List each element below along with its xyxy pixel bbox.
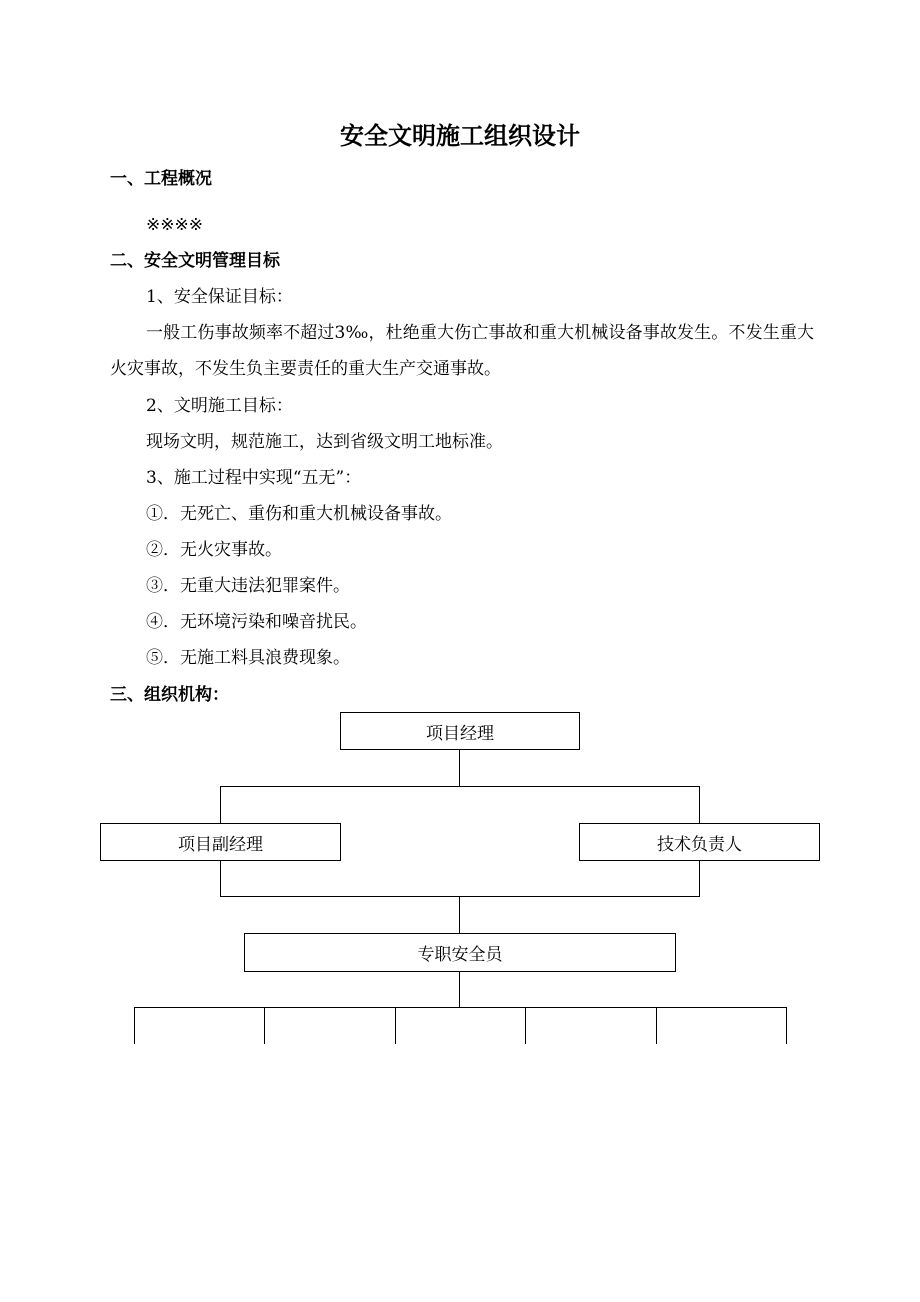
- section-heading-overview: 一、工程概况: [110, 169, 212, 189]
- connector-line: [459, 748, 460, 786]
- safety-goal-text: 一般工伤事故频率不超过3‰，杜绝重大伤亡事故和重大机械设备事故发生。不发生重大火灾事故，不发生负主要责任的重大生产交通事故。: [110, 323, 814, 379]
- overview-content: ※※※※: [146, 215, 203, 235]
- connector-line: [656, 1007, 657, 1044]
- five-no-item: ②．无火灾事故。: [146, 540, 282, 560]
- five-no-item: ①．无死亡、重伤和重大机械设备事故。: [146, 504, 452, 524]
- connector-line: [459, 896, 460, 934]
- connector-line: [220, 896, 700, 897]
- org-box-safety-officer: 专职安全员: [244, 933, 676, 972]
- connector-line: [395, 1007, 396, 1044]
- connector-line: [786, 1007, 787, 1044]
- org-box-technical-lead: 技术负责人: [579, 823, 820, 861]
- connector-line: [134, 1007, 787, 1008]
- connector-line: [220, 859, 221, 897]
- connector-line: [699, 786, 700, 824]
- five-no-item: ⑤．无施工料具浪费现象。: [146, 648, 350, 668]
- section-heading-goals: 二、安全文明管理目标: [110, 251, 280, 271]
- document-title: 安全文明施工组织设计: [340, 121, 580, 150]
- connector-line: [264, 1007, 265, 1044]
- connector-line: [220, 786, 700, 787]
- org-box-deputy-manager: 项目副经理: [100, 823, 341, 861]
- civil-goal-label: 2、文明施工目标：: [146, 396, 293, 416]
- five-no-item: ③．无重大违法犯罪案件。: [146, 576, 350, 596]
- safety-goal-label: 1、安全保证目标：: [146, 287, 293, 307]
- civil-goal-text: 现场文明，规范施工，达到省级文明工地标准。: [146, 432, 503, 452]
- five-no-label: 3、施工过程中实现“五无”：: [146, 468, 362, 488]
- connector-line: [699, 859, 700, 897]
- five-no-item: ④．无环境污染和噪音扰民。: [146, 612, 367, 632]
- connector-line: [459, 970, 460, 1008]
- connector-line: [525, 1007, 526, 1044]
- connector-line: [134, 1007, 135, 1044]
- section-heading-org: 三、组织机构：: [110, 685, 229, 705]
- org-box-project-manager: 项目经理: [340, 712, 580, 750]
- connector-line: [220, 786, 221, 824]
